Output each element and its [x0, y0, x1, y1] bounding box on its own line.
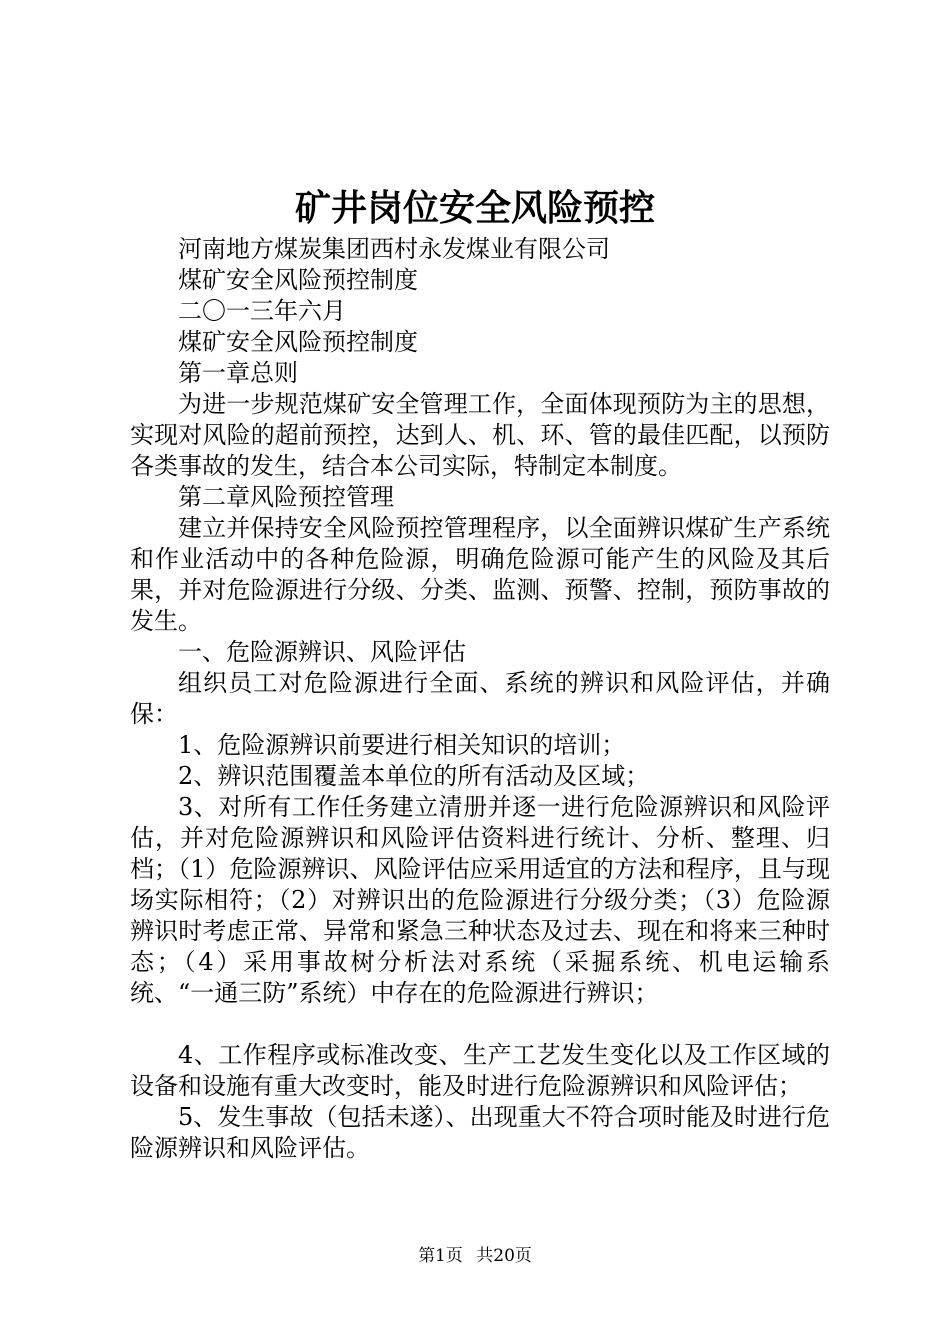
- list-item-2: 2、辨识范围覆盖本单位的所有活动及区域；: [178, 762, 650, 790]
- page-footer: [0, 1244, 950, 1268]
- chapter-heading-2: 第二章风险预控管理: [178, 483, 394, 511]
- chapter-heading-1: 第一章总则: [178, 359, 298, 387]
- list-item-4: 4、工作程序或标准改变、生产工艺发生变化以及工作区域的设备和设施有重大改变时，能及时进行危险源辨识和风险评估；: [130, 1041, 830, 1100]
- page-total: 共20页: [476, 1246, 532, 1266]
- paragraph-organize: 组织员工对危险源进行全面、系统的辨识和风险评估，并确保：: [130, 669, 830, 728]
- list-item-5: 5、发生事故（包括未遂）、出现重大不符合项时能及时进行危险源辨识和风险评估。: [130, 1103, 830, 1162]
- section-heading-1: 一、危险源辨识、风险评估: [178, 638, 466, 666]
- paragraph-system-name: 煤矿安全风险预控制度: [178, 266, 418, 294]
- paragraph-date: 二〇一三年六月: [178, 297, 346, 325]
- page-number: 第1页: [418, 1246, 463, 1266]
- paragraph-purpose: 为进一步规范煤矿安全管理工作，全面体现预防为主的思想，实现对风险的超前预控，达到人、机、环、管的最佳匹配，以预防各类事故的发生，结合本公司实际，特制定本制度。: [130, 390, 830, 480]
- paragraph-system-name-repeat: 煤矿安全风险预控制度: [178, 328, 418, 356]
- paragraph-company: 河南地方煤炭集团西村永发煤业有限公司: [178, 235, 610, 263]
- paragraph-procedure: 建立并保持安全风险预控管理程序，以全面辨识煤矿生产系统和作业活动中的各种危险源，明确危险源可能产生的风险及其后果，并对危险源进行分级、分类、监测、预警、控制，预防事故的发生。: [130, 514, 830, 635]
- list-item-1: 1、危险源辨识前要进行相关知识的培训；: [178, 731, 626, 759]
- document-body: [130, 234, 830, 1164]
- document-title: 矿井岗位安全风险预控: [294, 187, 655, 229]
- list-item-3: 3、对所有工作任务建立清册并逐一进行危险源辨识和风险评估，并对危险源辨识和风险评估资料进行统计、分析、整理、归档；（1）危险源辨识、风险评估应采用适宜的方法和程序，且与现场实际相符；（2）对辨识出的危险源进行分级分类；（3）危险源辨识时考虑正常、异常和紧急三种状态及过去、现在和将来三种时态；（4）采用事故树分析法对系统（采掘系统、机电运输系统、“一通三防”系统）中存在的危险源进行辨识；: [130, 793, 830, 1007]
